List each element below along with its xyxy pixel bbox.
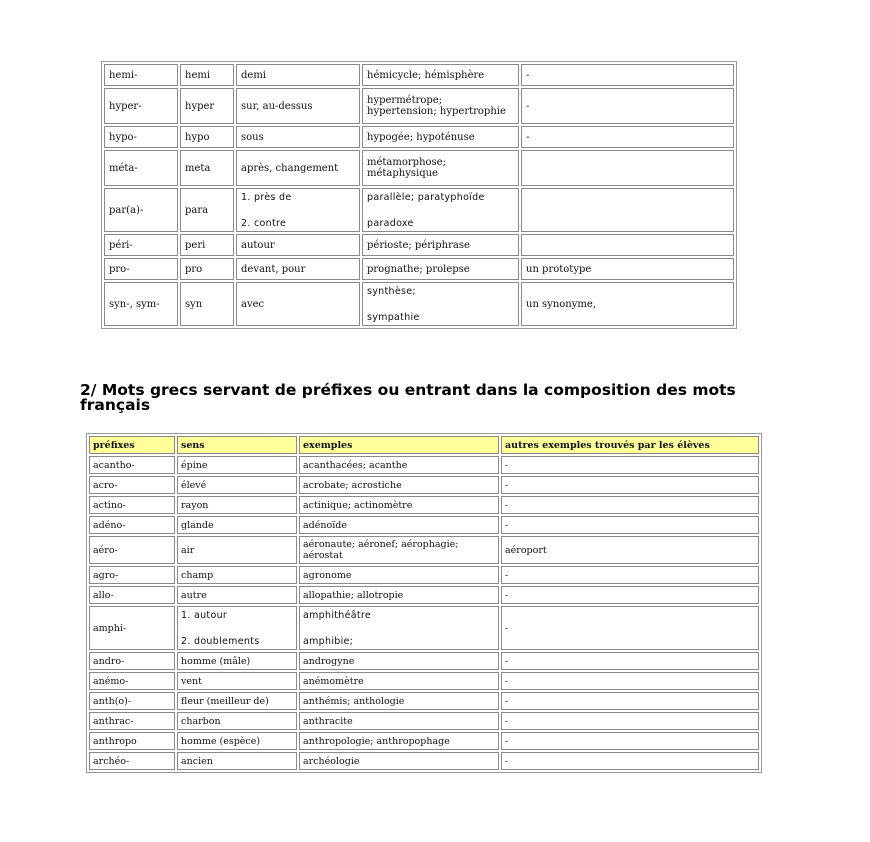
students-cell — [521, 150, 734, 186]
examples-cell: aéronaute; aéronef; aérophagie; aérostat — [299, 536, 499, 564]
prefix-cell: péri- — [104, 234, 178, 256]
table-row — [89, 496, 759, 514]
prefix-cell: adéno- — [89, 516, 175, 534]
sense-cell: fleur (meilleur de) — [177, 692, 297, 710]
examples-line: synthèse; — [367, 285, 416, 297]
sense-cell: champ — [177, 566, 297, 584]
sense-cell: rayon — [177, 496, 297, 514]
prefix-cell: hypo- — [104, 126, 178, 148]
sense-cell: glande — [177, 516, 297, 534]
students-cell: - — [501, 516, 759, 534]
examples-cell: hémicycle; hémisphère — [362, 64, 519, 86]
prefix-cell: hemi- — [104, 64, 178, 86]
prefix-cell: anth(o)- — [89, 692, 175, 710]
sense-cell: homme (espèce) — [177, 732, 297, 750]
table-row — [89, 672, 759, 690]
examples-cell: anémomètre — [299, 672, 499, 690]
table-row — [104, 282, 734, 326]
sense-cell — [236, 188, 360, 232]
prefix-cell: syn-, sym- — [104, 282, 178, 326]
students-cell: - — [501, 672, 759, 690]
students-cell: - — [521, 126, 734, 148]
examples-cell: métamorphose; métaphysique — [362, 150, 519, 186]
examples-line: sympathie — [367, 311, 420, 323]
sense-cell: épine — [177, 456, 297, 474]
examples-line: paradoxe — [367, 217, 414, 229]
students-cell — [521, 234, 734, 256]
table-header-row — [89, 436, 759, 454]
sense-cell: autre — [177, 586, 297, 604]
column-header: exemples — [299, 436, 499, 454]
greek-words-table — [86, 433, 762, 773]
prefix-cell: actino- — [89, 496, 175, 514]
table-row — [89, 516, 759, 534]
table-row — [104, 150, 734, 186]
table-row — [104, 64, 734, 86]
prefix-cell: méta- — [104, 150, 178, 186]
prefix-cell: par(a)- — [104, 188, 178, 232]
root-cell: meta — [180, 150, 234, 186]
table-row — [89, 586, 759, 604]
examples-cell: actinique; actinomètre — [299, 496, 499, 514]
prefix-cell: acro- — [89, 476, 175, 494]
examples-cell: anthracite — [299, 712, 499, 730]
students-cell — [521, 188, 734, 232]
examples-cell: hypogée; hypoténuse — [362, 126, 519, 148]
prefix-cell: agro- — [89, 566, 175, 584]
root-cell: hyper — [180, 88, 234, 124]
prefix-cell: hyper- — [104, 88, 178, 124]
examples-cell: anthémis; anthologie — [299, 692, 499, 710]
sense-cell: vent — [177, 672, 297, 690]
sense-cell — [177, 606, 297, 650]
students-cell: - — [501, 566, 759, 584]
students-cell: aéroport — [501, 536, 759, 564]
root-cell: para — [180, 188, 234, 232]
sense-line: 2. contre — [241, 217, 287, 229]
examples-cell: prognathe; prolepse — [362, 258, 519, 280]
examples-cell: acrobate; acrostiche — [299, 476, 499, 494]
students-cell: - — [501, 652, 759, 670]
sense-cell: devant, pour — [236, 258, 360, 280]
table-row — [89, 712, 759, 730]
examples-cell: archéologie — [299, 752, 499, 770]
sense-cell: homme (mâle) — [177, 652, 297, 670]
students-cell: - — [501, 476, 759, 494]
prefix-cell: andro- — [89, 652, 175, 670]
table-row — [89, 732, 759, 750]
sense-cell: autour — [236, 234, 360, 256]
root-cell: pro — [180, 258, 234, 280]
students-cell: un synonyme, — [521, 282, 734, 326]
prefix-cell: anémo- — [89, 672, 175, 690]
table-row — [104, 188, 734, 232]
examples-cell: allopathie; allotropie — [299, 586, 499, 604]
table-row — [89, 606, 759, 650]
sense-line: 1. près de — [241, 191, 292, 203]
examples-cell — [299, 606, 499, 650]
table-row — [89, 652, 759, 670]
students-cell: - — [501, 752, 759, 770]
students-cell: - — [501, 586, 759, 604]
students-cell: - — [501, 456, 759, 474]
examples-cell: androgyne — [299, 652, 499, 670]
prefix-cell: pro- — [104, 258, 178, 280]
prefix-cell: anthropo — [89, 732, 175, 750]
sense-cell: air — [177, 536, 297, 564]
prefix-cell: acantho- — [89, 456, 175, 474]
column-header: autres exemples trouvés par les élèves — [501, 436, 759, 454]
table-row — [104, 258, 734, 280]
table-row — [89, 476, 759, 494]
examples-cell: hypermétrope; hypertension; hypertrophie — [362, 88, 519, 124]
sense-cell: sous — [236, 126, 360, 148]
students-cell: - — [501, 712, 759, 730]
column-header: préfixes — [89, 436, 175, 454]
table-row — [104, 234, 734, 256]
section-heading: 2/ Mots grecs servant de préfixes ou entrant dans la composition des mots français — [80, 381, 736, 414]
examples-cell — [362, 188, 519, 232]
students-cell: - — [501, 606, 759, 650]
column-header: sens — [177, 436, 297, 454]
students-cell: - — [521, 64, 734, 86]
sense-cell: ancien — [177, 752, 297, 770]
sense-cell: sur, au-dessus — [236, 88, 360, 124]
examples-cell: acanthacées; acanthe — [299, 456, 499, 474]
examples-cell: périoste; périphrase — [362, 234, 519, 256]
table-row — [89, 692, 759, 710]
students-cell: - — [521, 88, 734, 124]
root-cell: peri — [180, 234, 234, 256]
examples-line: parallèle; paratyphoïde — [367, 191, 485, 203]
examples-line: amphibie; — [303, 635, 354, 647]
prefix-cell: anthrac- — [89, 712, 175, 730]
sense-cell: avec — [236, 282, 360, 326]
sense-cell: demi — [236, 64, 360, 86]
examples-line: amphithéâtre — [303, 609, 372, 621]
students-cell: un prototype — [521, 258, 734, 280]
table-row — [89, 536, 759, 564]
examples-cell: adénoïde — [299, 516, 499, 534]
examples-cell: anthropologie; anthropophage — [299, 732, 499, 750]
sense-cell: élevé — [177, 476, 297, 494]
prefix-cell: archéo- — [89, 752, 175, 770]
table-row — [89, 752, 759, 770]
root-cell: hypo — [180, 126, 234, 148]
table-row — [104, 126, 734, 148]
students-cell: - — [501, 692, 759, 710]
sense-cell: après, changement — [236, 150, 360, 186]
prefix-cell: allo- — [89, 586, 175, 604]
prefix-cell: amphi- — [89, 606, 175, 650]
students-cell: - — [501, 732, 759, 750]
table-row — [104, 88, 734, 124]
sense-cell: charbon — [177, 712, 297, 730]
prefix-cell: aéro- — [89, 536, 175, 564]
examples-cell — [362, 282, 519, 326]
students-cell: - — [501, 496, 759, 514]
root-cell: hemi — [180, 64, 234, 86]
root-cell: syn — [180, 282, 234, 326]
sense-line: 2. doublements — [181, 635, 260, 647]
table-row — [89, 566, 759, 584]
sense-line: 1. autour — [181, 609, 228, 621]
examples-cell: agronome — [299, 566, 499, 584]
table-row — [89, 456, 759, 474]
greek-prefix-table-continued — [101, 61, 737, 329]
